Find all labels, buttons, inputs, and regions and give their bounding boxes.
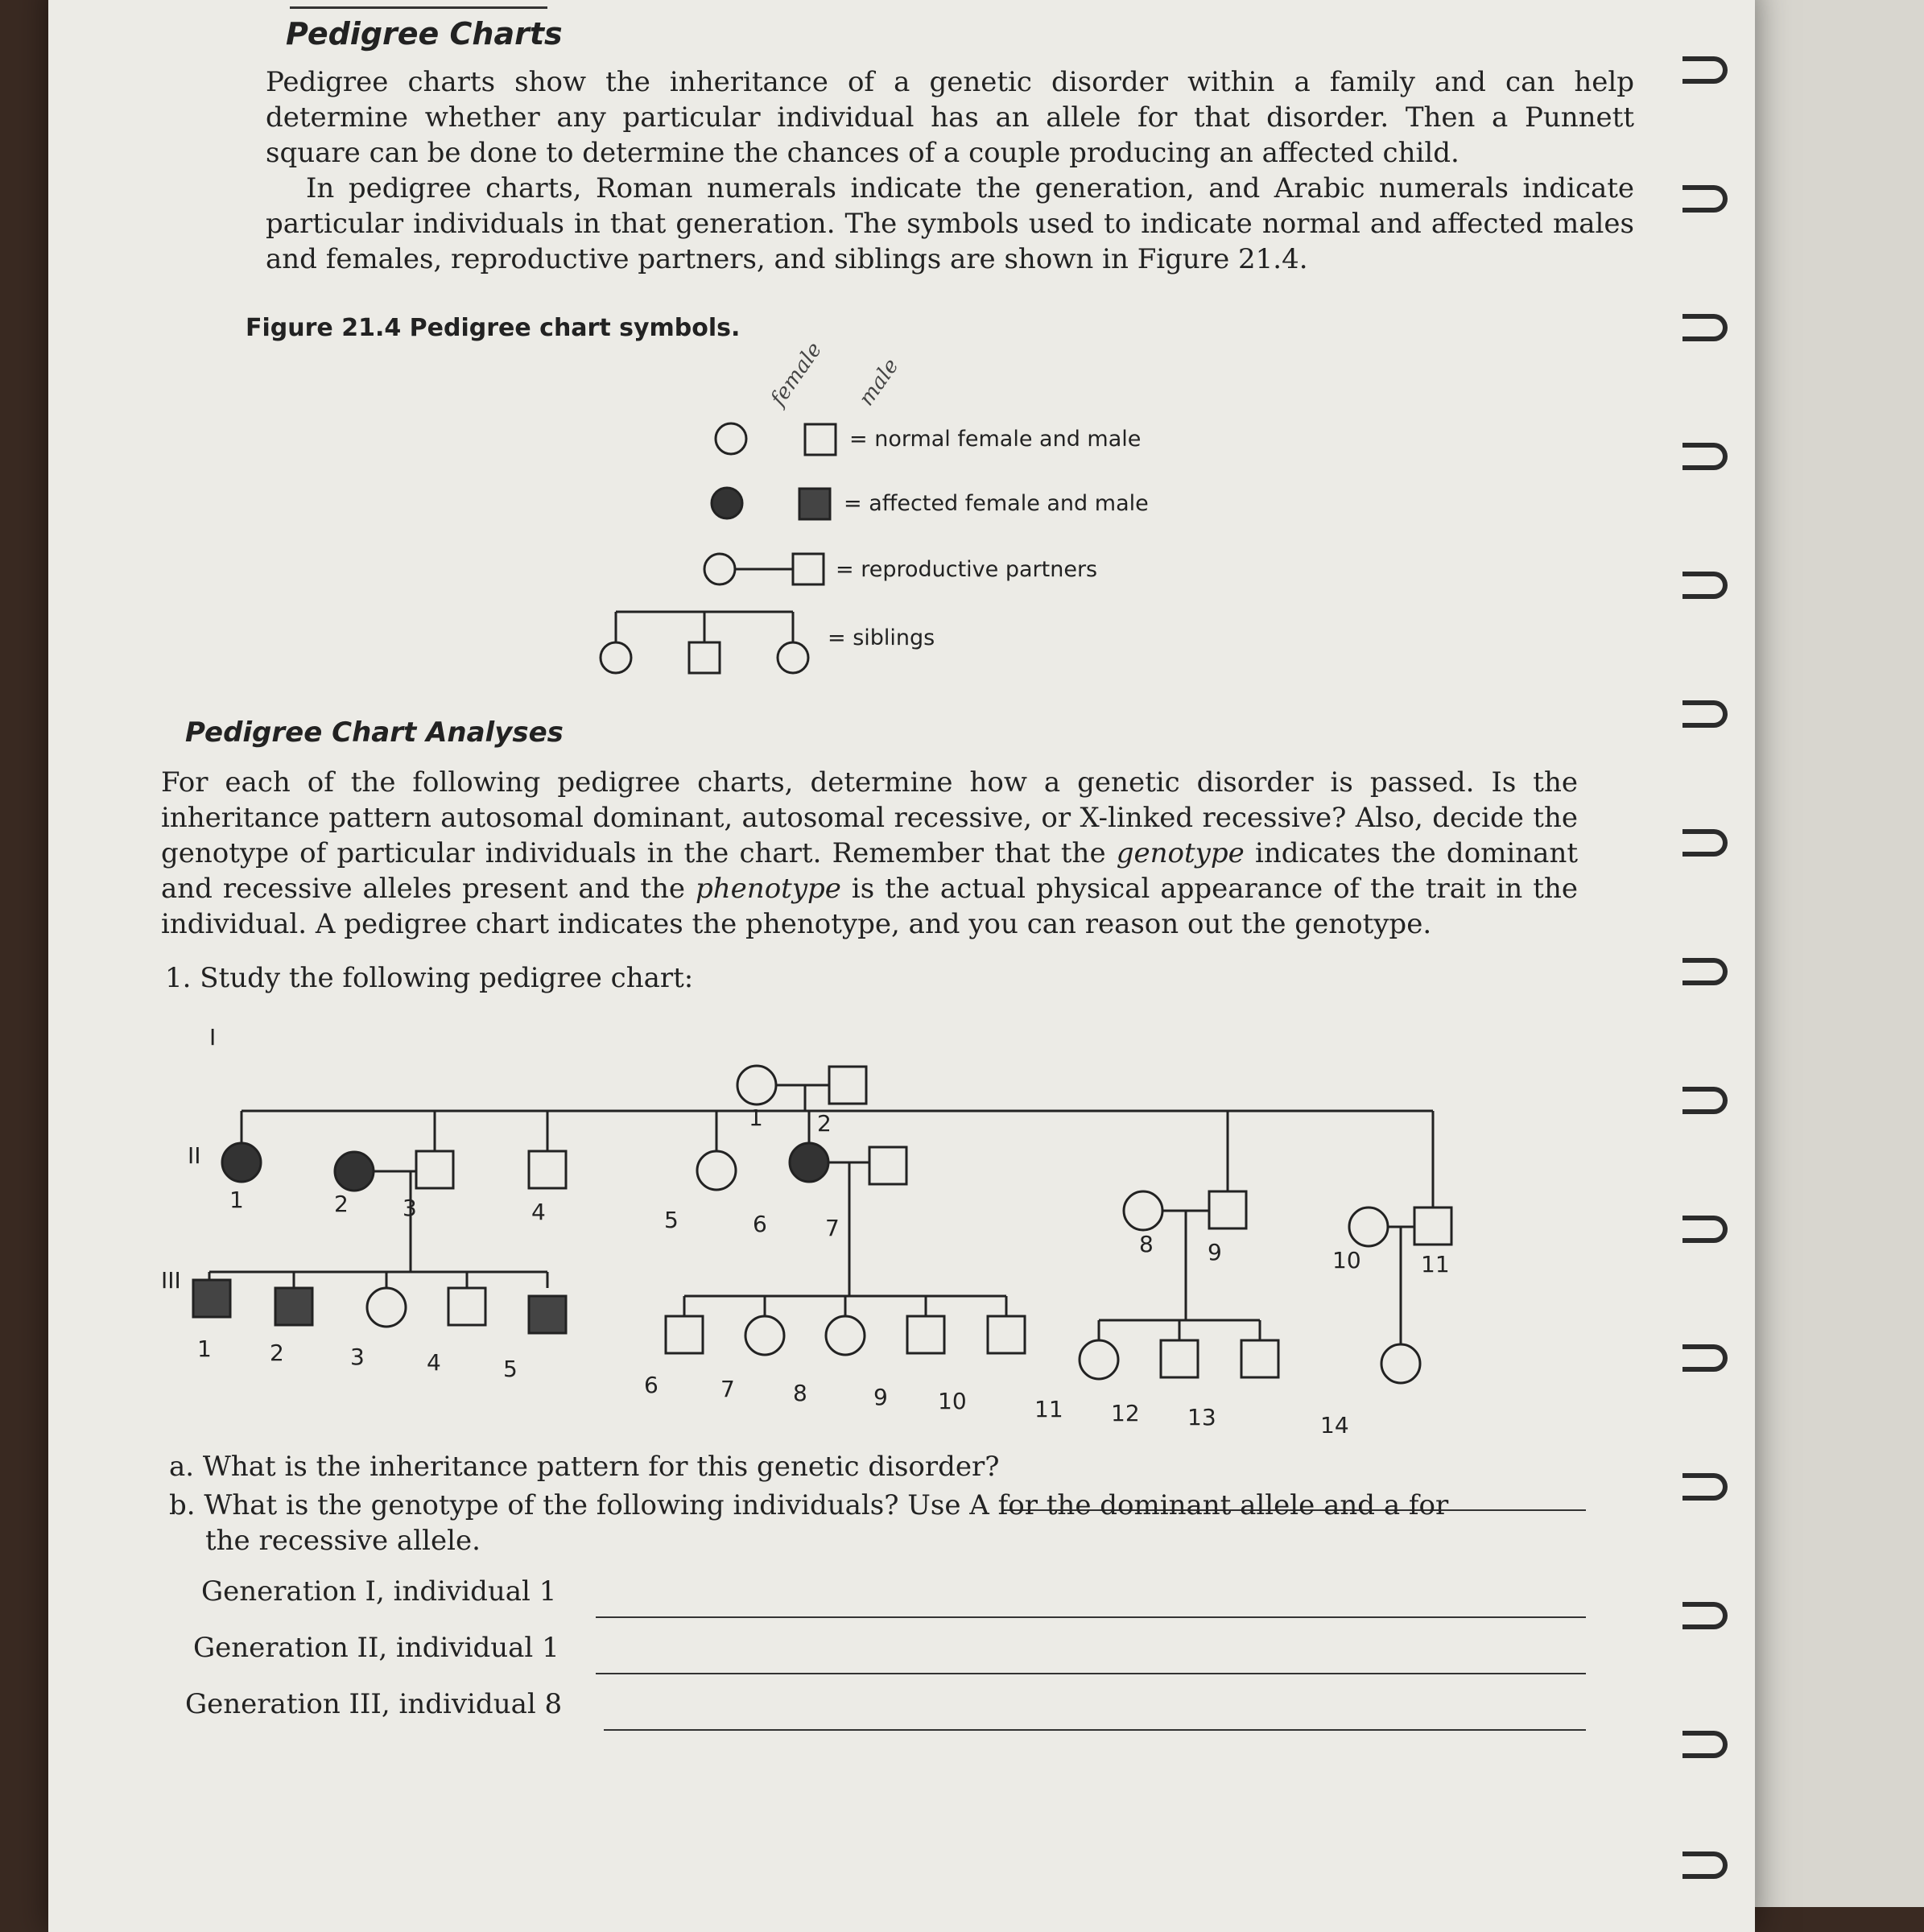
gen2-ind3 (416, 1151, 453, 1188)
num-III2: 2 (270, 1340, 284, 1366)
spiral-ring (1682, 1731, 1728, 1758)
gen-label-I: I (209, 1024, 217, 1051)
gen-label-II: II (188, 1142, 201, 1169)
question-b-line2: the recessive allele. (205, 1525, 481, 1557)
section-title: Pedigree Chart Analyses (185, 716, 564, 749)
spiral-ring (1682, 1216, 1728, 1243)
gen2-ind10 (1349, 1208, 1388, 1246)
gen2-ind2 (335, 1152, 374, 1191)
gen3-ind1 (193, 1280, 230, 1317)
num-III12: 12 (1111, 1400, 1140, 1426)
question-b-line1: b. What is the genotype of the following individuals? Use A for the dominant allele and a for (169, 1489, 1449, 1521)
gen2-ind4 (529, 1151, 566, 1188)
spiral-ring (1682, 572, 1728, 599)
gen2-ind7 (869, 1147, 906, 1184)
gen3-ind3 (367, 1288, 406, 1327)
gen2-ind9 (1209, 1191, 1246, 1228)
legend-partners-label: = reproductive partners (836, 557, 1098, 582)
term-phenotype: phenotype (696, 873, 841, 905)
num-II11: 11 (1421, 1251, 1450, 1278)
legend-affected-label: = affected female and male (844, 491, 1149, 516)
gen3-ind4 (448, 1288, 485, 1325)
num-III10: 10 (938, 1388, 967, 1414)
num-II4: 4 (531, 1199, 546, 1225)
spiral-ring (1682, 1602, 1728, 1629)
num-I1: 1 (749, 1104, 763, 1131)
num-I2: 2 (817, 1110, 832, 1137)
question-1-prompt: 1. Study the following pedigree chart: (165, 962, 694, 994)
answer-line-I1[interactable] (596, 1616, 1586, 1618)
genotype-prompt-II1: Generation II, individual 1 (193, 1632, 559, 1664)
gen1-ind2 (829, 1067, 866, 1104)
spiral-ring (1682, 829, 1728, 857)
spiral-ring (1682, 443, 1728, 470)
num-III6: 6 (644, 1372, 659, 1398)
pedigree-chart (48, 0, 1755, 1433)
num-III5: 5 (503, 1356, 518, 1382)
instructions-part-2: indicates the dominant and recessive alleles present and the (161, 837, 1579, 905)
gen2-ind11 (1414, 1208, 1451, 1245)
num-III13: 13 (1187, 1404, 1216, 1430)
num-III14: 14 (1320, 1412, 1349, 1433)
gen3-ind8 (826, 1316, 865, 1355)
page-title: Pedigree Charts (286, 16, 563, 52)
num-II5: 5 (664, 1207, 679, 1233)
num-II8: 8 (1139, 1231, 1154, 1257)
num-III1: 1 (197, 1335, 212, 1362)
gen1-ind1 (737, 1066, 776, 1104)
gen3-ind6 (666, 1316, 703, 1353)
gen3-ind14 (1381, 1344, 1420, 1383)
gen2-ind5 (697, 1151, 736, 1190)
genotype-prompt-I1: Generation I, individual 1 (201, 1575, 557, 1608)
gen3-ind9 (907, 1316, 944, 1353)
term-genotype: genotype (1116, 837, 1245, 869)
num-II6: 6 (753, 1211, 767, 1237)
genotype-prompt-III8: Generation III, individual 8 (185, 1688, 563, 1720)
spiral-ring (1682, 1852, 1728, 1879)
num-II9: 9 (1208, 1239, 1222, 1265)
gen3-ind7 (745, 1316, 784, 1355)
spiral-ring (1682, 185, 1728, 213)
num-II1: 1 (229, 1187, 244, 1213)
spiral-ring (1682, 314, 1728, 341)
num-III3: 3 (350, 1344, 365, 1370)
legend-siblings-label: = siblings (828, 625, 935, 650)
answer-line-II1[interactable] (596, 1673, 1586, 1674)
num-III8: 8 (793, 1380, 807, 1406)
intro-paragraph-2: In pedigree charts, Roman numerals indicate the generation, and Arabic numerals indicate particular individuals in that generation. The symbols used to indicate normal and affected males and females, reproductive partners, and siblings are shown in Figure 21.4. (266, 172, 1634, 275)
gen3-ind12 (1161, 1340, 1198, 1377)
gen3-ind5 (529, 1296, 566, 1333)
num-III4: 4 (427, 1349, 441, 1376)
num-III11: 11 (1034, 1396, 1063, 1422)
num-II7: 7 (825, 1215, 840, 1241)
num-II3: 3 (403, 1195, 417, 1221)
worksheet-page (48, 0, 1755, 1932)
spiral-ring (1682, 958, 1728, 985)
num-III7: 7 (720, 1376, 735, 1402)
gen3-ind11 (1080, 1340, 1118, 1379)
handwritten-female-note: female (766, 337, 828, 411)
num-II10: 10 (1332, 1247, 1361, 1274)
gen2-ind6 (790, 1143, 828, 1182)
spiral-ring (1682, 1473, 1728, 1501)
handwritten-male-note: male (854, 354, 904, 411)
gen3-ind13 (1241, 1340, 1278, 1377)
legend-normal-label: = normal female and male (849, 427, 1142, 452)
gen3-ind2 (275, 1288, 312, 1325)
gen2-ind8 (1124, 1191, 1162, 1230)
intro-paragraph-1: Pedigree charts show the inheritance of a genetic disorder within a family and can help determine whether any particular individual has an allele for that disorder. Then a Punnett square can be done to determine the chances of a couple producing an affected child. (266, 66, 1634, 169)
num-III9: 9 (873, 1384, 888, 1410)
gen-label-III: III (161, 1267, 181, 1294)
gen2-ind1 (222, 1143, 261, 1182)
figure-caption: Figure 21.4 Pedigree chart symbols. (246, 314, 741, 342)
instructions-part-3: is the actual physical appearance of the trait in the individual. A pedigree chart indicates the phenotype, and you can reason out the genotype. (161, 873, 1578, 940)
spiral-ring (1682, 700, 1728, 728)
num-II2: 2 (334, 1191, 349, 1217)
spiral-ring (1682, 1087, 1728, 1114)
instructions-part-1: For each of the following pedigree charts, determine how a genetic disorder is passed. Is the inheritance pattern autosomal dominant, autosomal recessive, or X-linked recessive? Also, decide the genotype of particular individuals in the chart. Remember that the (161, 766, 1578, 869)
spiral-ring (1682, 1344, 1728, 1372)
question-a: a. What is the inheritance pattern for this genetic disorder? (169, 1451, 1000, 1483)
answer-line-III8[interactable] (604, 1729, 1586, 1731)
gen3-ind10 (988, 1316, 1025, 1353)
spiral-ring (1682, 56, 1728, 84)
